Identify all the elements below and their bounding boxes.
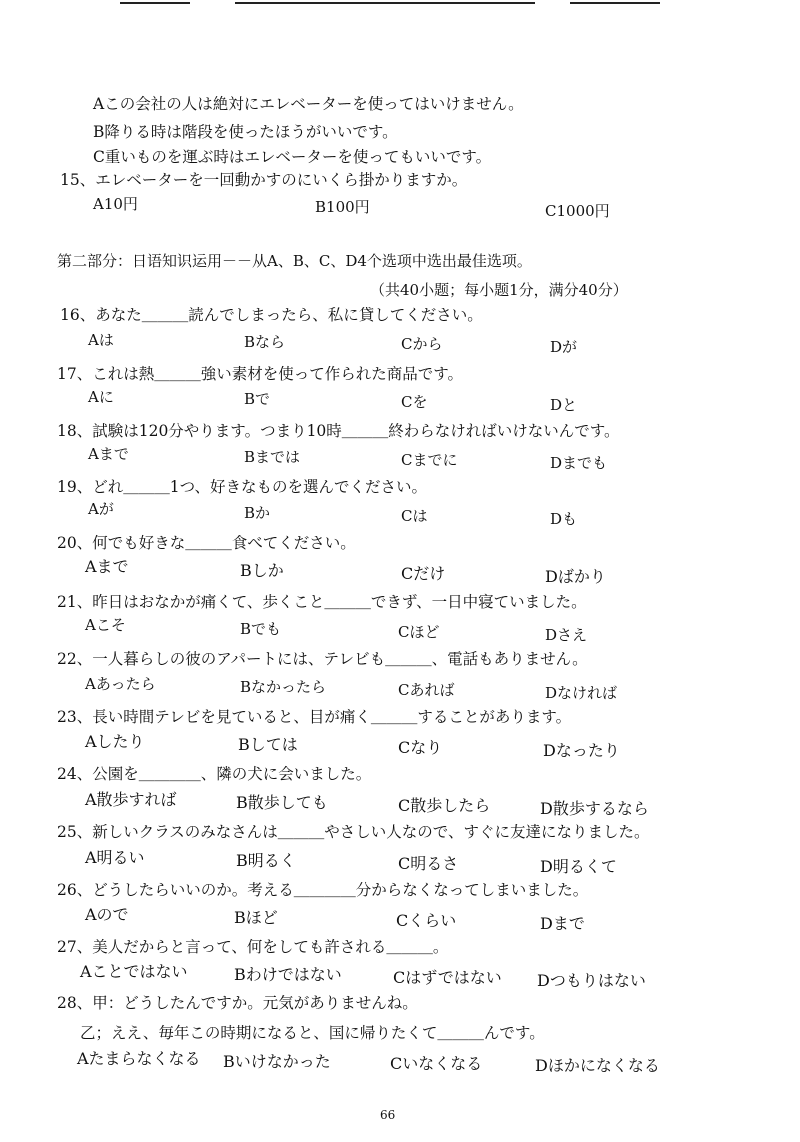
question-24-text: 24、公園を＿＿＿＿、隣の犬に会いました。 <box>57 765 372 783</box>
question-21-option-a: Aこそ <box>85 616 126 634</box>
question-24-option-b: B散歩しても <box>236 793 328 812</box>
question-16-option-d: Dが <box>550 338 578 356</box>
question-27-option-a: Aことではない <box>80 962 188 981</box>
question-18-option-d: Dまでも <box>550 454 608 472</box>
question-19-option-b: Bか <box>244 504 271 522</box>
question-17-option-d: Dと <box>550 396 578 414</box>
question-25-text: 25、新しいクラスのみなさんは＿＿＿やさしい人なので、すぐに友達になりました。 <box>57 823 650 841</box>
top-rule-2 <box>235 2 535 4</box>
question-25-option-a: A明るい <box>85 848 145 867</box>
question-16-option-c: Cから <box>401 335 443 353</box>
question-22-option-c: Cあれば <box>398 681 455 699</box>
section-note: （共40小题；每小题1分，满分40分） <box>370 281 628 299</box>
question-22-option-a: Aあったら <box>85 675 156 693</box>
question-25-option-b: B明るく <box>236 851 296 870</box>
question-27-option-d: Dつもりはない <box>537 971 646 990</box>
question-20-text: 20、何でも好きな＿＿＿食べてください。 <box>57 534 356 552</box>
question-18-option-c: Cまでに <box>401 451 458 469</box>
question-21-option-c: Cほど <box>398 623 440 641</box>
question-24-option-a: A散歩すれば <box>85 790 177 809</box>
question-16-option-b: Bなら <box>244 333 286 351</box>
question-15-option-a: A10円 <box>93 195 138 213</box>
question-26-option-c: Cくらい <box>396 911 457 930</box>
question-18-option-b: Bまでは <box>244 448 301 466</box>
page-number: 66 <box>380 1108 396 1122</box>
prev-option-b: B降りる時は階段を使ったほうがいいです。 <box>93 123 398 141</box>
question-28-text: 28、甲：どうしたんですか。元気がありませんね。 <box>57 994 418 1012</box>
question-27-option-b: Bわけではない <box>234 965 342 984</box>
prev-option-c: C重いものを運ぶ時はエレベーターを使ってもいいです。 <box>93 148 492 166</box>
question-21-option-d: Dさえ <box>545 626 588 644</box>
question-22-option-d: Dなければ <box>545 684 618 702</box>
question-28-option-a: Aたまらなくなる <box>77 1049 201 1068</box>
question-28-option-d: Dほかになくなる <box>535 1056 660 1075</box>
prev-option-a: Aこの会社の人は絶対にエレベーターを使ってはいけません。 <box>93 95 524 113</box>
question-24-option-c: C散歩したら <box>398 796 491 815</box>
question-23-option-a: Aしたり <box>85 732 145 751</box>
question-20-option-c: Cだけ <box>401 564 446 583</box>
question-26-option-a: Aので <box>85 905 129 924</box>
question-27-text: 27、美人だからと言って、何をしても許される＿＿＿。 <box>57 938 449 956</box>
question-15-option-c: C1000円 <box>545 202 610 220</box>
section-title: 第二部分：日语知识运用－－从A、B、C、D4个选项中选出最佳选项。 <box>57 252 532 270</box>
question-28-option-b: Bいけなかった <box>223 1052 331 1071</box>
question-17-option-a: Aに <box>88 388 114 406</box>
question-23-option-b: Bしては <box>238 735 298 754</box>
question-16-option-a: Aは <box>88 331 114 349</box>
question-16-text: 16、あなた＿＿＿読んでしまったら、私に貸してください。 <box>60 306 483 324</box>
question-19-option-a: Aが <box>88 500 114 518</box>
question-20-option-b: Bしか <box>240 561 284 580</box>
question-28-line2: 乙；ええ、毎年この時期になると、国に帰りたくて＿＿＿んです。 <box>80 1024 545 1042</box>
question-18-option-a: Aまで <box>88 445 129 463</box>
question-19-option-c: Cは <box>401 507 428 525</box>
question-20-option-d: Dばかり <box>545 567 606 586</box>
question-20-option-a: Aまで <box>85 557 129 576</box>
top-rule-1 <box>120 2 190 4</box>
question-21-option-b: Bでも <box>240 620 282 638</box>
question-26-option-d: Dまで <box>540 914 585 933</box>
question-26-text: 26、どうしたらいいのか。考える＿＿＿＿分からなくなってしまいました。 <box>57 881 589 899</box>
question-18-text: 18、試験は120分やります。つまり10時＿＿＿終わらなければいけないんです。 <box>57 422 620 440</box>
question-25-option-c: C明るさ <box>398 854 459 873</box>
question-15-option-b: B100円 <box>315 198 370 216</box>
question-27-option-c: Cはずではない <box>393 968 502 987</box>
question-17-option-b: Bで <box>244 390 271 408</box>
question-25-option-d: D明るくて <box>540 857 617 876</box>
question-26-option-b: Bほど <box>234 908 278 927</box>
question-23-option-d: Dなったり <box>543 741 620 760</box>
question-17-text: 17、これは熱＿＿＿強い素材を使って作られた商品です。 <box>57 365 463 383</box>
question-23-option-c: Cなり <box>398 738 443 757</box>
question-21-text: 21、昨日はおなかが痛くて、歩くこと＿＿＿できず、一日中寝ていました。 <box>57 593 587 611</box>
top-rule-3 <box>570 2 660 4</box>
question-22-text: 22、一人暮らしの彼のアパートには、テレビも＿＿＿、電話もありません。 <box>57 650 588 668</box>
question-22-option-b: Bなかったら <box>240 678 327 696</box>
question-23-text: 23、長い時間テレビを見ていると、目が痛く＿＿＿することがあります。 <box>57 708 572 726</box>
question-28-option-c: Cいなくなる <box>390 1054 483 1073</box>
question-24-option-d: D散歩するなら <box>540 799 649 818</box>
question-17-option-c: Cを <box>401 393 428 411</box>
question-19-option-d: Dも <box>550 510 578 528</box>
question-19-text: 19、どれ＿＿＿1つ、好きなものを選んでください。 <box>57 478 427 496</box>
question-15-text: 15、エレベーターを一回動かすのにいくら掛かりますか。 <box>60 171 468 189</box>
